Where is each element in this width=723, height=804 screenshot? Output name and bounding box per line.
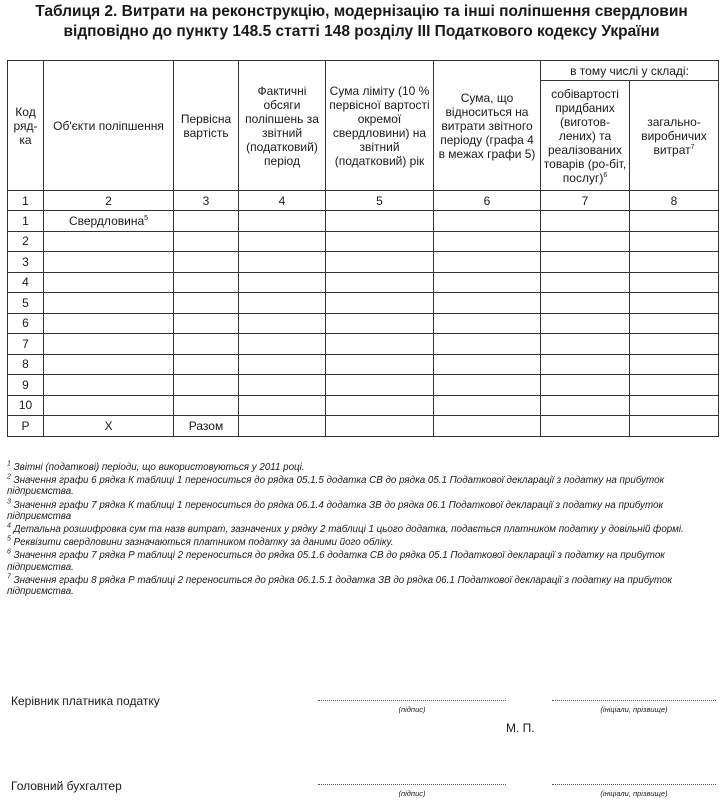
footnote <box>7 475 718 497</box>
header-cost-of-goods-text: собівартості придбаних (виготов-лених) та реалізованих товарів (ро-біт, послуг) <box>543 86 627 185</box>
row-expense-sum[interactable] <box>434 416 541 437</box>
accountant-signature-line[interactable] <box>318 784 506 785</box>
row-actual-improvements[interactable] <box>239 375 326 396</box>
row-limit-sum[interactable] <box>326 293 434 314</box>
column-number: 6 <box>434 191 541 211</box>
footnote-text: Реквізити свердловини зазначаються платником податку за даними його обліку. <box>13 537 394 549</box>
footnote <box>7 550 718 572</box>
header-objects: Об'єкти поліпшення <box>44 61 174 191</box>
footnote-text: Звітні (податкові) періоди, що використовуються у 2011 році. <box>13 462 305 473</box>
row-cost-of-goods[interactable] <box>541 211 630 232</box>
row-code: 3 <box>8 252 44 273</box>
row-limit-sum[interactable] <box>326 313 434 334</box>
row-expense-sum[interactable] <box>434 313 541 334</box>
row-expense-sum[interactable] <box>434 252 541 273</box>
row-overhead[interactable] <box>630 334 719 355</box>
footnote <box>7 524 718 535</box>
table-row <box>8 354 719 375</box>
row-object[interactable] <box>44 354 174 375</box>
table-title <box>0 2 723 42</box>
row-cost-of-goods[interactable] <box>541 354 630 375</box>
footnote <box>7 462 718 473</box>
row-object-text: Х <box>104 418 113 433</box>
header-initial-cost: Первісна вартість <box>174 61 239 191</box>
head-signature-caption: (підпис) <box>398 705 426 714</box>
row-limit-sum[interactable] <box>326 231 434 252</box>
row-actual-improvements[interactable] <box>239 252 326 273</box>
table-row <box>8 334 719 355</box>
row-expense-sum[interactable] <box>434 334 541 355</box>
footnote-number: 5 <box>7 535 11 543</box>
row-object[interactable] <box>44 231 174 252</box>
row-object[interactable] <box>44 416 174 437</box>
row-code: Р <box>8 416 44 437</box>
row-object-text: Свердловина <box>68 213 145 228</box>
row-cost-of-goods[interactable] <box>541 313 630 334</box>
footnote-text: Значення графи 6 рядка К таблиці 1 переноситься до рядка 05.1.5 додатка СВ до рядка 05.1 Податкової декларації з податку на прибуток підприємства. <box>7 475 665 498</box>
row-overhead[interactable] <box>630 375 719 396</box>
header-limit-sum: Сума ліміту (10 % первісної вартості окремої свердловини) на звітний (податковий) рік <box>326 61 434 191</box>
row-initial-cost[interactable] <box>174 375 239 396</box>
footnote <box>7 575 718 597</box>
row-expense-sum[interactable] <box>434 395 541 416</box>
footnote-number: 4 <box>7 522 11 530</box>
head-label: Керівник платника податку <box>11 694 160 708</box>
footnote-text: Значення графи 8 рядка Р таблиці 2 переноситься до рядка 06.1.5.1 додатка ЗВ до рядка 06.1 Податкової декларації з податку на прибуток підприємства. <box>7 574 673 598</box>
row-code: 2 <box>8 231 44 252</box>
footnotes <box>7 462 718 599</box>
row-overhead[interactable] <box>630 272 719 293</box>
footnote-mark: 6 <box>603 171 608 179</box>
row-limit-sum[interactable] <box>326 272 434 293</box>
footnote-text: Детальна розшифровка сум та назв витрат, зазначених у рядку 2 таблиці 1 цього додатка, подається платником податку у довільній формі. <box>13 524 684 536</box>
row-initial-cost[interactable] <box>174 334 239 355</box>
row-limit-sum[interactable] <box>326 354 434 375</box>
footnote-mark: 5 <box>144 214 149 222</box>
row-limit-sum[interactable] <box>326 334 434 355</box>
head-name-line[interactable] <box>552 700 716 701</box>
table-row <box>8 416 719 437</box>
table-row <box>8 252 719 273</box>
row-expense-sum[interactable] <box>434 211 541 232</box>
row-expense-sum[interactable] <box>434 375 541 396</box>
row-object[interactable] <box>44 375 174 396</box>
row-limit-sum[interactable] <box>326 252 434 273</box>
footnote-text: Значення графи 7 рядка К таблиці 1 переноситься до рядка 06.1.4 додатка ЗВ до рядка 06.1 Податкової декларації з податку на прибуток підприємства <box>7 499 664 522</box>
header-expense-sum: Сума, що відноситься на витрати звітного періоду (графа 4 в межах графи 5) <box>434 61 541 191</box>
column-number: 3 <box>174 191 239 211</box>
row-cost-of-goods[interactable] <box>541 416 630 437</box>
row-initial-cost[interactable] <box>174 313 239 334</box>
title-line-1: Таблиця 2. Витрати на реконструкцію, модернізацію та інші поліпшення свердловин <box>35 3 688 20</box>
row-overhead[interactable] <box>630 293 719 314</box>
row-code: 8 <box>8 354 44 375</box>
footnote <box>7 537 718 548</box>
column-number: 5 <box>326 191 434 211</box>
row-actual-improvements[interactable] <box>239 313 326 334</box>
row-actual-improvements[interactable] <box>239 395 326 416</box>
row-code: 10 <box>8 395 44 416</box>
head-name-caption: (ініціали, прізвище) <box>600 705 668 714</box>
row-object[interactable] <box>44 272 174 293</box>
table-row <box>8 313 719 334</box>
table-row <box>8 293 719 314</box>
row-actual-improvements[interactable] <box>239 416 326 437</box>
header-actual-improvements: Фактичні обсяги поліпшень за звітний (податковий) період <box>239 61 326 191</box>
row-code: 1 <box>8 211 44 232</box>
row-code: 4 <box>8 272 44 293</box>
row-code: 9 <box>8 375 44 396</box>
header-row-code: Код ряд-ка <box>8 61 44 191</box>
row-initial-cost[interactable]: Разом <box>174 416 239 437</box>
row-overhead[interactable] <box>630 211 719 232</box>
stamp-place: М. П. <box>506 721 535 735</box>
row-expense-sum[interactable] <box>434 272 541 293</box>
row-actual-improvements[interactable] <box>239 211 326 232</box>
head-signature-line[interactable] <box>318 700 506 701</box>
row-overhead[interactable] <box>630 354 719 375</box>
row-cost-of-goods[interactable] <box>541 231 630 252</box>
header-cost-of-goods <box>541 81 630 191</box>
header-overhead <box>630 81 719 191</box>
table-row <box>8 375 719 396</box>
header-overhead-text: загально-виробничих витрат <box>641 114 707 157</box>
footnote-text: Значення графи 7 рядка Р таблиці 2 переноситься до рядка 05.1.6 додатка СВ до рядка 05.1 Податкової декларації з податку на прибуток підприємства. <box>7 550 665 573</box>
row-limit-sum[interactable] <box>326 395 434 416</box>
row-cost-of-goods[interactable] <box>541 334 630 355</box>
row-code: 5 <box>8 293 44 314</box>
row-overhead[interactable] <box>630 231 719 252</box>
footnote-number: 1 <box>7 460 11 468</box>
row-overhead[interactable] <box>630 395 719 416</box>
accountant-signature-caption: (підпис) <box>398 789 426 798</box>
row-object[interactable] <box>44 395 174 416</box>
footnote-number: 3 <box>7 498 11 506</box>
row-code: 7 <box>8 334 44 355</box>
column-number-row <box>8 191 719 211</box>
accountant-name-caption: (ініціали, прізвище) <box>600 789 668 798</box>
row-limit-sum[interactable] <box>326 211 434 232</box>
row-cost-of-goods[interactable] <box>541 395 630 416</box>
accountant-name-line[interactable] <box>552 784 716 785</box>
row-actual-improvements[interactable] <box>239 293 326 314</box>
expenses-table <box>7 60 719 437</box>
accountant-label: Головний бухгалтер <box>11 779 122 793</box>
row-limit-sum[interactable] <box>326 416 434 437</box>
footnote-mark: 7 <box>690 143 695 151</box>
row-cost-of-goods[interactable] <box>541 293 630 314</box>
column-number: 4 <box>239 191 326 211</box>
row-object[interactable] <box>44 252 174 273</box>
header-including-group: в тому числі у складі: <box>541 61 719 81</box>
row-actual-improvements[interactable] <box>239 231 326 252</box>
column-number: 8 <box>630 191 719 211</box>
row-actual-improvements[interactable] <box>239 334 326 355</box>
row-overhead[interactable] <box>630 416 719 437</box>
row-object[interactable] <box>44 334 174 355</box>
column-number: 2 <box>44 191 174 211</box>
table-row <box>8 231 719 252</box>
row-cost-of-goods[interactable] <box>541 375 630 396</box>
row-expense-sum[interactable] <box>434 354 541 375</box>
row-cost-of-goods[interactable] <box>541 252 630 273</box>
column-number: 1 <box>8 191 44 211</box>
title-line-2: відповідно до пункту 148.5 статті 148 розділу III Податкового кодексу України <box>63 23 660 40</box>
row-limit-sum[interactable] <box>326 375 434 396</box>
table-row <box>8 211 719 232</box>
row-expense-sum[interactable] <box>434 231 541 252</box>
row-initial-cost[interactable] <box>174 211 239 232</box>
table-row <box>8 272 719 293</box>
row-initial-cost[interactable] <box>174 252 239 273</box>
row-initial-cost[interactable] <box>174 354 239 375</box>
row-actual-improvements[interactable] <box>239 272 326 293</box>
row-overhead[interactable] <box>630 313 719 334</box>
row-initial-cost[interactable] <box>174 231 239 252</box>
row-initial-cost[interactable] <box>174 272 239 293</box>
row-overhead[interactable] <box>630 252 719 273</box>
row-cost-of-goods[interactable] <box>541 272 630 293</box>
row-initial-cost[interactable] <box>174 395 239 416</box>
footnote-number: 6 <box>7 549 11 557</box>
row-initial-cost[interactable] <box>174 293 239 314</box>
column-number: 7 <box>541 191 630 211</box>
row-actual-improvements[interactable] <box>239 354 326 375</box>
row-code: 6 <box>8 313 44 334</box>
row-object[interactable] <box>44 313 174 334</box>
footnote-number: 2 <box>7 473 11 481</box>
table-row <box>8 395 719 416</box>
footnote <box>7 500 718 522</box>
row-object[interactable] <box>44 293 174 314</box>
footnote-number: 7 <box>7 573 11 581</box>
row-object[interactable] <box>44 211 174 232</box>
row-expense-sum[interactable] <box>434 293 541 314</box>
